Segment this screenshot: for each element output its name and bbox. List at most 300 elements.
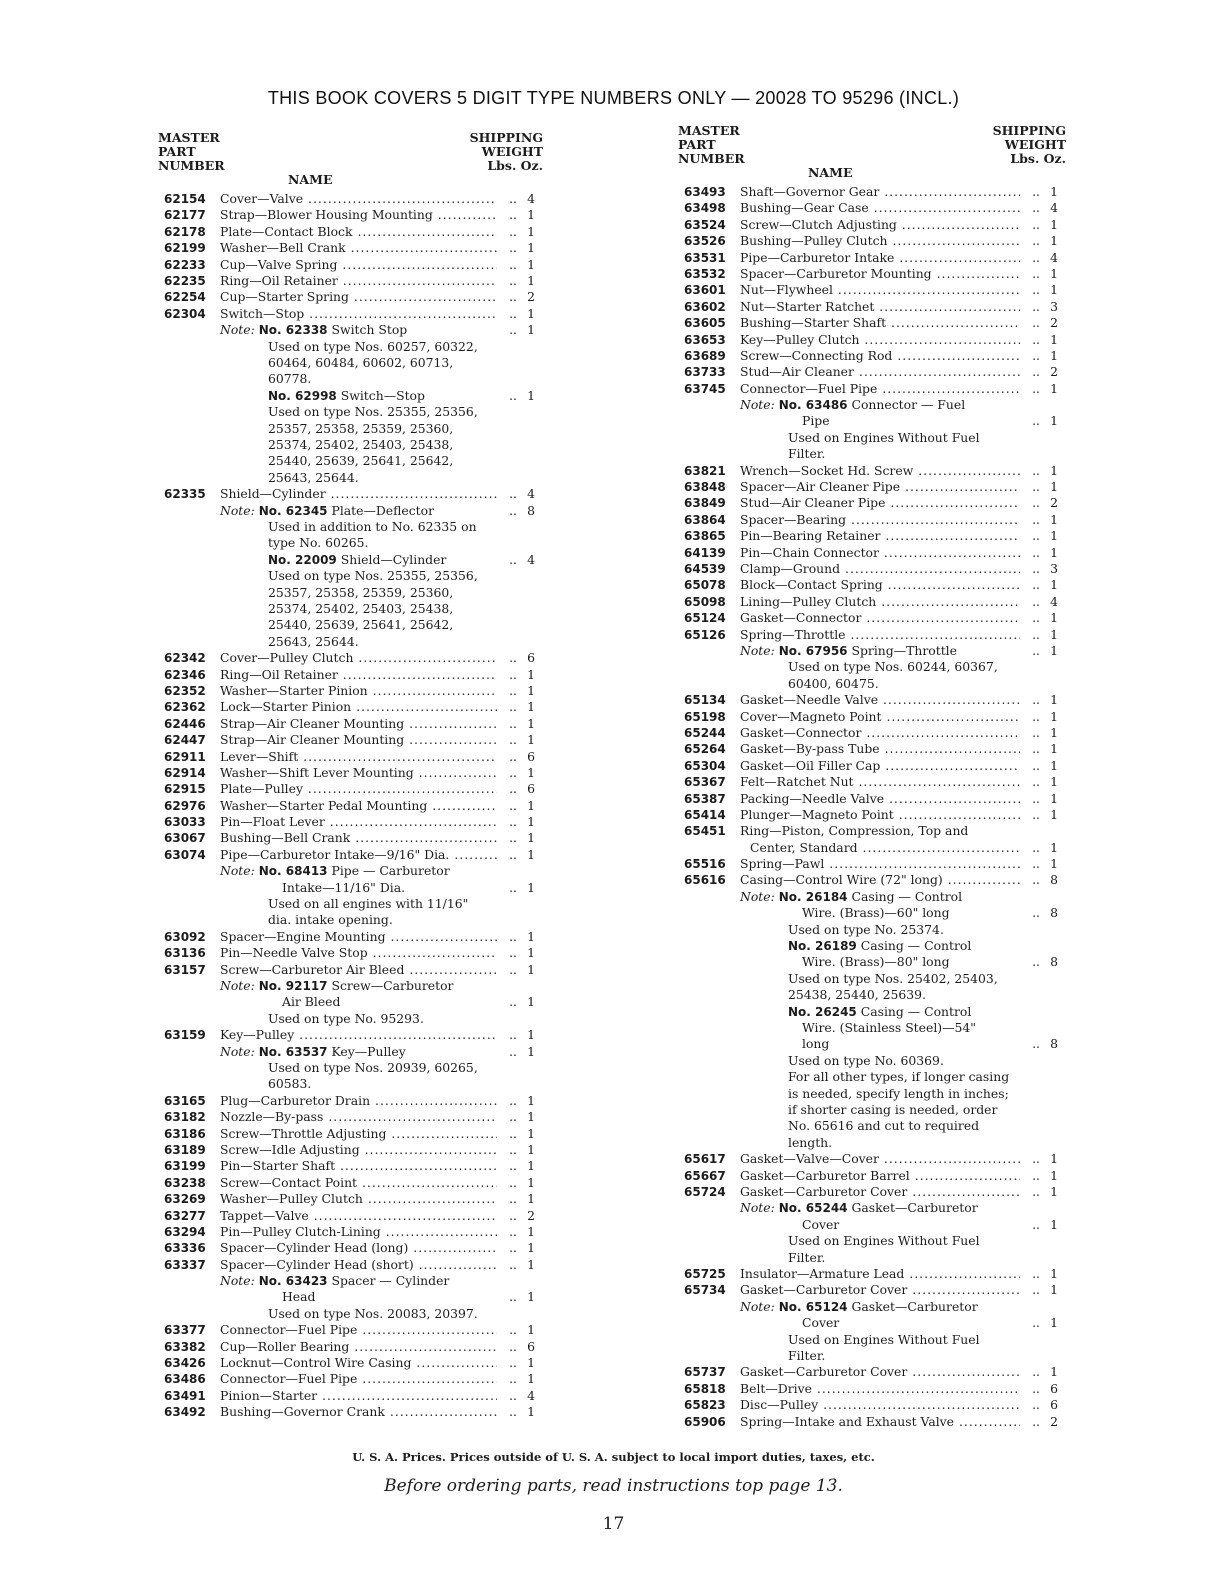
note-body: Used on all engines with 11/16" dia. intake opening. (268, 896, 469, 928)
part-number: 62346 (164, 667, 206, 682)
part-name: Gasket—Oil Filler Cap ..... (740, 758, 1020, 774)
part-note (678, 397, 1066, 463)
note-heading (678, 938, 1066, 954)
part-name: Nut—Starter Ratchet ..... (740, 299, 1020, 315)
part-row (158, 1224, 543, 1240)
part-number: 65078 (684, 578, 726, 593)
note-part-name: Switch Stop (331, 322, 408, 338)
part-name: Strap—Air Cleaner Mounting ..... (220, 732, 497, 748)
weight-lbs: .. (509, 1027, 517, 1043)
part-name: Screw—Throttle Adjusting ..... (220, 1126, 497, 1142)
part-name: Gasket—Valve—Cover ..... (740, 1151, 1020, 1167)
part-row (158, 1175, 543, 1191)
part-number: 65724 (684, 1185, 726, 1200)
part-name: Spacer—Bearing ..... (740, 512, 1020, 528)
part-number: 65134 (684, 693, 726, 708)
note-lead (268, 388, 425, 404)
part-row (678, 200, 1066, 216)
note-continuation (678, 1217, 1066, 1233)
weight-oz: 1 (1050, 1364, 1058, 1380)
part-name: Spacer—Engine Mounting ..... (220, 929, 497, 945)
note-part-name: Gasket—Carburetor (851, 1298, 978, 1314)
part-row (678, 1266, 1066, 1282)
part-row (158, 1404, 543, 1420)
part-number: 63689 (684, 348, 726, 363)
weight-oz: 1 (1050, 839, 1058, 855)
part-number: 64139 (684, 545, 726, 560)
weight-lbs: .. (509, 305, 517, 321)
weight-lbs: .. (1032, 1397, 1040, 1413)
weight-lbs: .. (1032, 184, 1040, 199)
part-name: Key—Pulley Clutch ..... (740, 332, 1020, 348)
part-name: Gasket—Carburetor Cover ..... (740, 1184, 1020, 1200)
part-name: Shaft—Governor Gear ..... (740, 184, 1020, 200)
weight-lbs: .. (509, 1092, 517, 1108)
note-body: Used on type Nos. 60244, 60367, 60400, 60475. (788, 659, 998, 691)
part-name: Connector—Fuel Pipe ..... (740, 381, 1020, 397)
part-name: Pipe—Carburetor Intake—9/16" Dia. ..... (220, 847, 497, 863)
part-row (158, 814, 543, 830)
note-lead (740, 643, 957, 659)
part-number: 62178 (164, 224, 206, 239)
part-row (678, 627, 1066, 643)
weight-oz: 1 (527, 1174, 535, 1190)
part-number: 63277 (164, 1208, 206, 1223)
weight-oz: 6 (527, 650, 535, 666)
part-name: Bushing—Starter Shaft ..... (740, 315, 1020, 331)
part-row (158, 224, 543, 240)
note-part-number: No. 26189 (788, 939, 857, 954)
weight-oz: 1 (1050, 233, 1058, 249)
part-name: Gasket—Connector ..... (740, 610, 1020, 626)
part-row (158, 1027, 543, 1043)
part-number: 62362 (164, 700, 206, 715)
part-number: 62352 (164, 683, 206, 698)
weight-lbs: .. (509, 1355, 517, 1371)
note-part-number: No. 63537 (258, 1044, 328, 1059)
note-part-number: No. 26184 (778, 889, 848, 904)
part-name: Screw—Clutch Adjusting ..... (740, 217, 1020, 233)
note-part-number: No. 62998 (268, 388, 337, 403)
part-name: Bushing—Pulley Clutch ..... (740, 233, 1020, 249)
part-row (678, 872, 1066, 888)
part-name: Bushing—Gear Case ..... (740, 200, 1020, 216)
weight-lbs: .. (1032, 692, 1040, 708)
part-name: Screw—Contact Point ..... (220, 1175, 497, 1191)
weight-oz: 1 (527, 1371, 535, 1387)
note-part-name: Switch—Stop (340, 387, 425, 403)
part-row (158, 1388, 543, 1404)
weight-oz: 1 (527, 223, 535, 239)
part-name: Block—Contact Spring ..... (740, 577, 1020, 593)
part-name: Cup—Roller Bearing ..... (220, 1339, 497, 1355)
part-name: Bushing—Governor Crank ..... (220, 1404, 497, 1420)
note-part-name-cont: long (802, 1036, 830, 1052)
part-row (678, 791, 1066, 807)
note-part-name: Casing — Control (860, 938, 972, 954)
part-row (158, 257, 543, 273)
weight-oz: 1 (1050, 413, 1058, 429)
weight-lbs: .. (509, 1141, 517, 1157)
note-label: Note: (740, 1298, 775, 1314)
part-number: 63848 (684, 480, 726, 495)
note-text (678, 1069, 1066, 1151)
weight-lbs: .. (509, 502, 517, 518)
part-number: 65725 (684, 1267, 726, 1282)
part-name: Pin—Starter Shaft ..... (220, 1158, 497, 1174)
weight-lbs: .. (509, 1158, 517, 1174)
part-name: Washer—Bell Crank ..... (220, 240, 497, 256)
note-continuation (678, 1036, 1066, 1052)
weight-oz: 4 (527, 551, 535, 567)
part-row (158, 273, 543, 289)
weight-lbs: .. (1032, 856, 1040, 872)
note-continuation (158, 880, 543, 896)
part-row (678, 250, 1066, 266)
weight-lbs: .. (1032, 626, 1040, 642)
part-name: Strap—Air Cleaner Mounting ..... (220, 716, 497, 732)
part-note (158, 552, 543, 650)
part-number: 63864 (684, 512, 726, 527)
part-row (678, 315, 1066, 331)
note-part-name: Screw—Carburetor (331, 978, 454, 994)
weight-lbs: .. (1032, 642, 1040, 658)
part-number: 65906 (684, 1414, 726, 1429)
note-heading (678, 1200, 1066, 1216)
part-name: Pin—Bearing Retainer ..... (740, 528, 1020, 544)
weight-lbs: .. (509, 1109, 517, 1125)
part-note (158, 863, 543, 929)
page-number: 17 (602, 1514, 625, 1534)
part-row (158, 1142, 543, 1158)
part-row (158, 1240, 543, 1256)
note-label: Note: (740, 397, 775, 413)
note-label: Note: (740, 888, 775, 904)
part-name: Lining—Pulley Clutch ..... (740, 594, 1020, 610)
part-name: Washer—Starter Pinion ..... (220, 683, 497, 699)
part-number: 65617 (684, 1152, 726, 1167)
part-number: 62911 (164, 749, 206, 764)
part-name: Plunger—Magneto Point ..... (740, 807, 1020, 823)
part-number: 63601 (684, 283, 726, 298)
part-number: 63526 (684, 234, 726, 249)
weight-oz: 1 (527, 305, 535, 321)
weight-oz: 1 (527, 387, 535, 403)
weight-lbs: .. (1032, 1184, 1040, 1200)
note-part-number: No. 63486 (778, 398, 848, 413)
note-part-number: No. 65124 (778, 1299, 848, 1314)
part-number: 63337 (164, 1257, 206, 1272)
weight-oz: 1 (527, 1322, 535, 1338)
weight-oz: 1 (527, 272, 535, 288)
weight-oz: 1 (527, 1125, 535, 1141)
header-name: NAME (288, 172, 333, 187)
part-number: 63074 (164, 847, 206, 862)
part-number: 63033 (164, 815, 206, 830)
part-number: 62446 (164, 716, 206, 731)
weight-lbs: .. (1032, 1282, 1040, 1298)
part-name: Gasket—Carburetor Cover ..... (740, 1364, 1020, 1380)
part-name: Lever—Shift ..... (220, 749, 497, 765)
part-name: Ring—Piston, Compression, Top and (740, 823, 969, 839)
note-part-name: Pipe — Carburetor (331, 863, 450, 879)
weight-lbs: .. (509, 715, 517, 731)
note-body: Used on type Nos. 25402, 25403, 25438, 25440, 25639. (788, 970, 998, 1003)
part-number: 63182 (164, 1110, 206, 1125)
weight-oz: 1 (527, 994, 535, 1010)
weight-lbs: .. (1032, 1151, 1040, 1167)
part-name: Felt—Ratchet Nut ..... (740, 774, 1020, 790)
part-name: Stud—Air Cleaner Pipe ..... (740, 495, 1020, 511)
note-part-name: Connector — Fuel (851, 397, 966, 413)
weight-lbs: .. (1032, 561, 1040, 577)
weight-oz: 1 (527, 797, 535, 813)
weight-lbs: .. (1032, 528, 1040, 544)
weight-lbs: .. (1032, 380, 1040, 396)
weight-lbs: .. (1032, 1167, 1040, 1183)
part-row (158, 830, 543, 846)
part-number: 62304 (164, 306, 206, 321)
weight-lbs: .. (1032, 233, 1040, 249)
note-part-number: No. 62338 (258, 323, 328, 338)
weight-oz: 4 (527, 486, 535, 502)
part-number: 62447 (164, 733, 206, 748)
weight-oz: 1 (1050, 544, 1058, 560)
note-heading (158, 322, 543, 338)
weight-oz: 2 (1050, 364, 1058, 380)
part-name: Gasket—Carburetor Barrel ..... (740, 1168, 1020, 1184)
weight-oz: 1 (527, 1289, 535, 1305)
part-number: 65367 (684, 775, 726, 790)
part-row (158, 945, 543, 961)
part-number: 65098 (684, 594, 726, 609)
weight-oz: 1 (527, 240, 535, 256)
weight-oz: 1 (527, 1109, 535, 1125)
weight-oz: 1 (527, 1355, 535, 1371)
weight-oz: 1 (527, 682, 535, 698)
note-part-number: No. 65244 (778, 1201, 848, 1216)
note-heading (158, 863, 543, 879)
note-body: Used on type No. 60369. (788, 1052, 944, 1068)
weight-oz: 1 (1050, 1184, 1058, 1200)
part-name: Disc—Pulley ..... (740, 1397, 1020, 1413)
part-row (678, 774, 1066, 790)
note-part-name-cont: Wire. (Brass)—60" long (802, 905, 950, 921)
part-name: Spacer—Cylinder Head (short) ..... (220, 1257, 497, 1273)
part-note (678, 643, 1066, 692)
weight-lbs: .. (509, 1125, 517, 1141)
part-row (678, 725, 1066, 741)
weight-oz: 6 (1050, 1380, 1058, 1396)
note-body: Used on type Nos. 60257, 60322, 60464, 60484, 60602, 60713, 60778. (268, 338, 478, 387)
weight-lbs: .. (509, 207, 517, 223)
part-row (678, 856, 1066, 872)
note-part-number: No. 63423 (258, 1274, 328, 1289)
part-number: 63377 (164, 1323, 206, 1338)
note-body: Used on type No. 25374. (788, 921, 944, 937)
weight-lbs: .. (1032, 806, 1040, 822)
weight-lbs: .. (1032, 495, 1040, 511)
part-row (158, 683, 543, 699)
part-row (678, 495, 1066, 511)
part-name: Screw—Connecting Rod ..... (740, 348, 1020, 364)
note-label: Note: (740, 1200, 775, 1216)
part-row (158, 765, 543, 781)
part-number: 62335 (164, 487, 206, 502)
weight-lbs: .. (509, 830, 517, 846)
weight-lbs: .. (509, 1371, 517, 1387)
weight-oz: 1 (527, 814, 535, 830)
part-number: 63294 (164, 1224, 206, 1239)
weight-lbs: .. (509, 1387, 517, 1403)
note-lead (268, 552, 446, 568)
weight-lbs: .. (1032, 1315, 1040, 1331)
weight-lbs: .. (1032, 298, 1040, 314)
weight-oz: 1 (527, 961, 535, 977)
weight-oz: 1 (1050, 708, 1058, 724)
part-name: Connector—Fuel Pipe ..... (220, 1371, 497, 1387)
part-number: 65387 (684, 791, 726, 806)
note-part-number: No. 26245 (788, 1004, 857, 1019)
note-body: For all other types, if longer casing is needed, specify length in inches; if shorter casing is needed, order No. 65616 and cut to required length. (788, 1069, 1010, 1150)
weight-lbs: .. (1032, 774, 1040, 790)
note-continuation (678, 1315, 1066, 1331)
weight-lbs: .. (1032, 1413, 1040, 1429)
ordering-instruction: Before ordering parts, read instructions top page 13. (384, 1476, 843, 1496)
weight-oz: 1 (527, 928, 535, 944)
note-continuation (678, 954, 1066, 970)
part-number: 62154 (164, 192, 206, 206)
part-number: 65516 (684, 857, 726, 872)
weight-lbs: .. (1032, 249, 1040, 265)
weight-lbs: .. (509, 1338, 517, 1354)
note-continuation (678, 1020, 1066, 1036)
right-parts-column (678, 124, 1066, 1430)
weight-oz: 1 (1050, 282, 1058, 298)
note-part-name: Casing — Control (851, 888, 963, 904)
weight-oz: 1 (1050, 856, 1058, 872)
part-row (158, 1158, 543, 1174)
part-row (678, 381, 1066, 397)
part-number: 65414 (684, 807, 726, 822)
part-number: 63157 (164, 962, 206, 977)
part-number: 63159 (164, 1028, 206, 1043)
part-name: Spring—Throttle ..... (740, 627, 1020, 643)
part-row (158, 732, 543, 748)
note-body: Used on type Nos. 20083, 20397. (268, 1305, 478, 1321)
weight-oz: 1 (1050, 331, 1058, 347)
part-row (678, 348, 1066, 364)
part-note (678, 889, 1066, 938)
weight-oz: 2 (1050, 315, 1058, 331)
weight-oz: 1 (1050, 577, 1058, 593)
weight-lbs: .. (509, 256, 517, 272)
part-row (678, 823, 1066, 839)
part-number: 63199 (164, 1159, 206, 1174)
weight-oz: 1 (527, 1223, 535, 1239)
part-number: 63733 (684, 365, 726, 380)
part-name: Clamp—Ground ..... (740, 561, 1020, 577)
part-row (678, 594, 1066, 610)
weight-oz: 1 (527, 846, 535, 862)
weight-lbs: .. (509, 781, 517, 797)
part-number: 63865 (684, 529, 726, 544)
part-row (678, 1414, 1066, 1430)
weight-oz: 1 (527, 1141, 535, 1157)
part-number: 63382 (164, 1339, 206, 1354)
part-row (158, 798, 543, 814)
note-label: Note: (220, 502, 255, 518)
note-part-name: Spring—Throttle (851, 642, 957, 658)
weight-lbs: .. (509, 732, 517, 748)
part-number: 63532 (684, 266, 726, 281)
weight-lbs: .. (1032, 216, 1040, 232)
part-number: 63189 (164, 1142, 206, 1157)
part-row (678, 479, 1066, 495)
part-number: 63238 (164, 1175, 206, 1190)
part-name: Tappet—Valve ..... (220, 1208, 497, 1224)
weight-oz: 4 (1050, 593, 1058, 609)
part-row (158, 847, 543, 863)
part-number: 64539 (684, 562, 726, 577)
part-row (158, 650, 543, 666)
weight-oz: 2 (527, 1207, 535, 1223)
note-body: Used on type Nos. 20939, 60265, 60583. (268, 1059, 478, 1092)
note-heading (678, 1299, 1066, 1315)
part-row (158, 1371, 543, 1387)
header-name: NAME (808, 165, 853, 180)
weight-oz: 1 (1050, 790, 1058, 806)
weight-lbs: .. (1032, 724, 1040, 740)
weight-lbs: .. (509, 387, 517, 403)
weight-lbs: .. (1032, 1364, 1040, 1380)
weight-lbs: .. (509, 961, 517, 977)
part-row (678, 709, 1066, 725)
weight-lbs: .. (509, 1289, 517, 1305)
weight-lbs: .. (509, 748, 517, 764)
note-part-name: Gasket—Carburetor (851, 1200, 978, 1216)
note-lead (220, 978, 454, 994)
header-master-part-number: MASTER PART NUMBER (158, 130, 225, 173)
weight-oz: 6 (527, 781, 535, 797)
weight-oz: 6 (1050, 1397, 1058, 1413)
weight-oz: 1 (527, 666, 535, 682)
note-part-name-cont: Cover (802, 1216, 840, 1232)
part-name: Key—Pulley ..... (220, 1027, 497, 1043)
part-note (158, 1044, 543, 1093)
part-row (678, 840, 1066, 856)
part-row (678, 184, 1066, 200)
part-row (678, 463, 1066, 479)
part-name: Pin—Pulley Clutch-Lining ..... (220, 1224, 497, 1240)
note-heading (158, 503, 543, 519)
header-shipping-weight: SHIPPING WEIGHT Lbs. Oz. (469, 130, 543, 173)
part-number: 63653 (684, 332, 726, 347)
part-name: Pin—Needle Valve Stop ..... (220, 945, 497, 961)
part-row (158, 1208, 543, 1224)
weight-oz: 1 (527, 1191, 535, 1207)
weight-oz: 1 (1050, 1167, 1058, 1183)
part-name: Switch—Stop ..... (220, 306, 497, 322)
weight-oz: 1 (527, 699, 535, 715)
part-name: Gasket—Carburetor Cover ..... (740, 1282, 1020, 1298)
weight-lbs: .. (509, 846, 517, 862)
weight-oz: 1 (1050, 692, 1058, 708)
part-name: Pinion—Starter ..... (220, 1388, 497, 1404)
part-row (678, 233, 1066, 249)
weight-lbs: .. (509, 486, 517, 502)
weight-oz: 1 (1050, 1282, 1058, 1298)
